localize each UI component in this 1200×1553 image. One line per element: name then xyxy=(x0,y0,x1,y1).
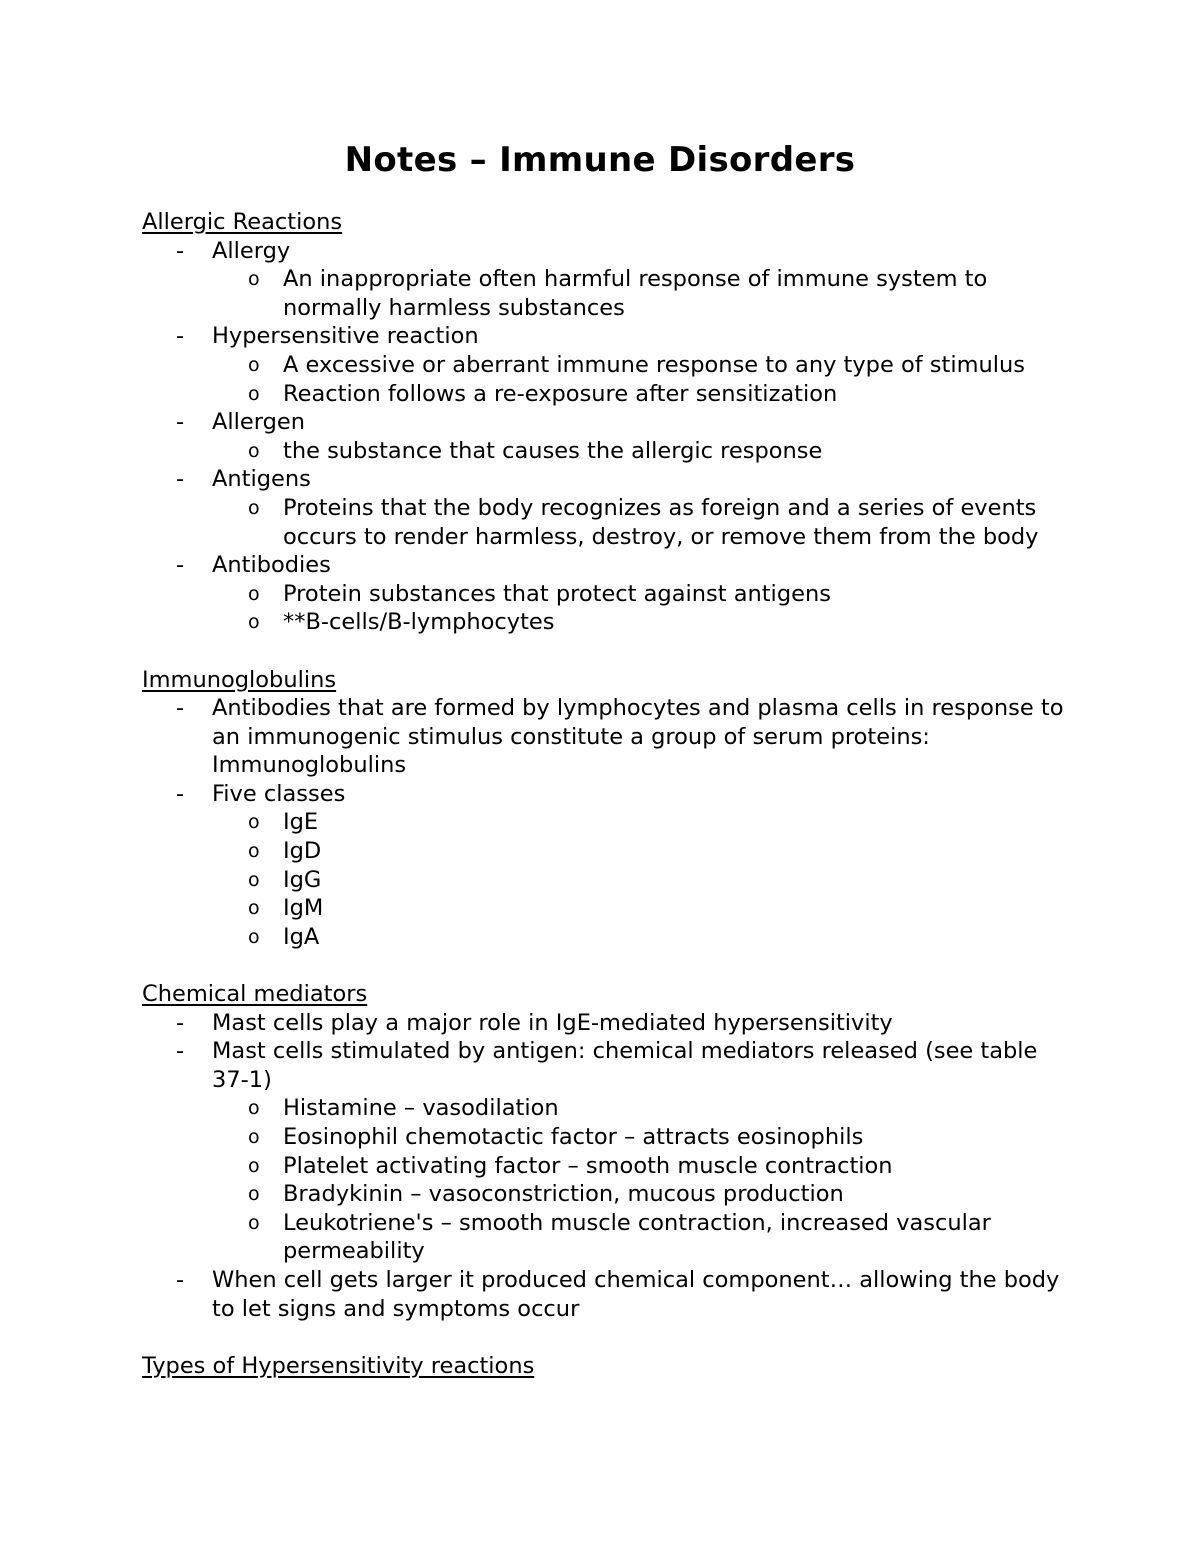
circle-bullet: o xyxy=(248,268,260,291)
sub-list-item-text: **B-cells/B-lymphocytes xyxy=(283,609,555,636)
list-item xyxy=(142,408,1072,437)
circle-bullet: o xyxy=(248,1211,260,1234)
dash-bullet: - xyxy=(176,695,185,722)
list-item-text: Antigens xyxy=(212,466,311,493)
circle-bullet: o xyxy=(248,611,260,634)
list-item xyxy=(142,780,1072,809)
sub-list-item-text: IgG xyxy=(283,866,322,893)
list-item xyxy=(142,465,1072,494)
list-item-text: Mast cells stimulated by antigen: chemical mediators released (see table 37-1) xyxy=(212,1038,1038,1093)
sub-list-item-text: Proteins that the body recognizes as foreign and a series of events occurs to render harmless, destroy, or remove them from the body xyxy=(283,494,1039,550)
section-heading: Types of Hypersensitivity reactions xyxy=(142,1352,535,1379)
section-heading: Immunoglobulins xyxy=(142,666,337,693)
list-item xyxy=(142,1266,1072,1323)
circle-bullet: o xyxy=(248,496,260,519)
list-item-text: Allergen xyxy=(212,409,305,436)
list-item xyxy=(142,694,1072,780)
circle-bullet: o xyxy=(248,868,260,891)
sub-list-item xyxy=(142,1152,1072,1181)
circle-bullet: o xyxy=(248,382,260,405)
circle-bullet: o xyxy=(248,439,260,462)
sub-list-item-text: IgA xyxy=(283,923,320,950)
sub-list-item-text: IgE xyxy=(283,809,319,836)
sub-list-item-text: Bradykinin – vasoconstriction, mucous production xyxy=(283,1181,844,1208)
circle-bullet: o xyxy=(248,897,260,920)
sub-list-item-text: A excessive or aberrant immune response to any type of stimulus xyxy=(283,351,1026,378)
sub-list-item-text: Leukotriene's – smooth muscle contraction, increased vascular permeability xyxy=(283,1209,991,1265)
sub-list-item xyxy=(142,808,1072,837)
circle-bullet: o xyxy=(248,1183,260,1206)
sub-list-item-text: Platelet activating factor – smooth muscle contraction xyxy=(283,1152,893,1179)
dash-bullet: - xyxy=(176,1038,185,1065)
section-spacer xyxy=(142,637,1072,666)
dash-bullet: - xyxy=(176,466,185,493)
sub-list-item xyxy=(142,1094,1072,1123)
list-item-text: Antibodies xyxy=(212,552,331,579)
circle-bullet: o xyxy=(248,925,260,948)
sub-list-item-text: IgD xyxy=(283,838,322,865)
dash-bullet: - xyxy=(176,323,185,350)
sub-list-item-text: An inappropriate often harmful response of immune system to normally harmless substances xyxy=(283,266,988,321)
section-hypersensitivity-types xyxy=(142,1352,1072,1381)
sub-list-item xyxy=(142,351,1072,380)
dash-bullet: - xyxy=(176,237,185,264)
sub-list-item-text: Protein substances that protect against antigens xyxy=(283,580,831,607)
sub-list-item xyxy=(142,1209,1072,1266)
sub-list-item xyxy=(142,608,1072,637)
circle-bullet: o xyxy=(248,353,260,376)
sub-list-item-text: the substance that causes the allergic response xyxy=(283,437,823,464)
list-item-text: When cell gets larger it produced chemical component… allowing the body to let signs and symptoms occur xyxy=(212,1266,1060,1322)
dash-bullet: - xyxy=(176,409,185,436)
section-heading: Allergic Reactions xyxy=(142,209,343,235)
list-item-text: Allergy xyxy=(212,237,291,264)
section-spacer xyxy=(142,1323,1072,1352)
sub-list-item xyxy=(142,866,1072,895)
sub-list-item xyxy=(142,923,1072,952)
section-immunoglobulins xyxy=(142,666,1072,952)
sub-list-item xyxy=(142,1123,1072,1152)
circle-bullet: o xyxy=(248,1126,260,1148)
sub-list-item xyxy=(142,580,1072,609)
circle-bullet: o xyxy=(248,1154,260,1177)
sub-list-item-text: Histamine – vasodilation xyxy=(283,1095,559,1122)
list-item-text: Mast cells play a major role in IgE-mediated hypersensitivity xyxy=(212,1009,893,1036)
list-item-text: Hypersensitive reaction xyxy=(212,323,479,350)
section-chemical-mediators xyxy=(142,980,1072,1323)
sub-list-item-text: Eosinophil chemotactic factor – attracts eosinophils xyxy=(283,1124,864,1150)
sub-list-item xyxy=(142,437,1072,466)
sub-list-item xyxy=(142,380,1072,409)
list-item xyxy=(142,322,1072,351)
list-item-text: Antibodies that are formed by lymphocytes and plasma cells in response to an immunogenic stimulus constitute a group of serum proteins: Immunoglobulins xyxy=(212,695,1064,779)
sub-list-item xyxy=(142,265,1072,322)
list-item-text: Five classes xyxy=(212,780,346,807)
list-item xyxy=(142,551,1072,580)
dash-bullet: - xyxy=(176,1266,185,1293)
dash-bullet: - xyxy=(176,780,185,807)
circle-bullet: o xyxy=(248,840,260,863)
notes-content xyxy=(142,208,1072,1380)
circle-bullet: o xyxy=(248,582,260,605)
circle-bullet: o xyxy=(248,1097,260,1120)
circle-bullet: o xyxy=(248,811,260,834)
list-item xyxy=(142,237,1072,266)
list-item xyxy=(142,1009,1072,1038)
dash-bullet: - xyxy=(176,552,185,579)
sub-list-item xyxy=(142,894,1072,923)
sub-list-item xyxy=(142,494,1072,551)
page-title: Notes – Immune Disorders xyxy=(344,140,856,180)
dash-bullet: - xyxy=(176,1009,185,1036)
sub-list-item-text: Reaction follows a re-exposure after sensitization xyxy=(283,380,838,407)
sub-list-item xyxy=(142,1180,1072,1209)
list-item xyxy=(142,1037,1072,1094)
section-allergic-reactions xyxy=(142,208,1072,637)
section-heading: Chemical mediators xyxy=(142,981,368,1008)
sub-list-item xyxy=(142,837,1072,866)
sub-list-item-text: IgM xyxy=(283,895,324,922)
section-spacer xyxy=(142,951,1072,980)
